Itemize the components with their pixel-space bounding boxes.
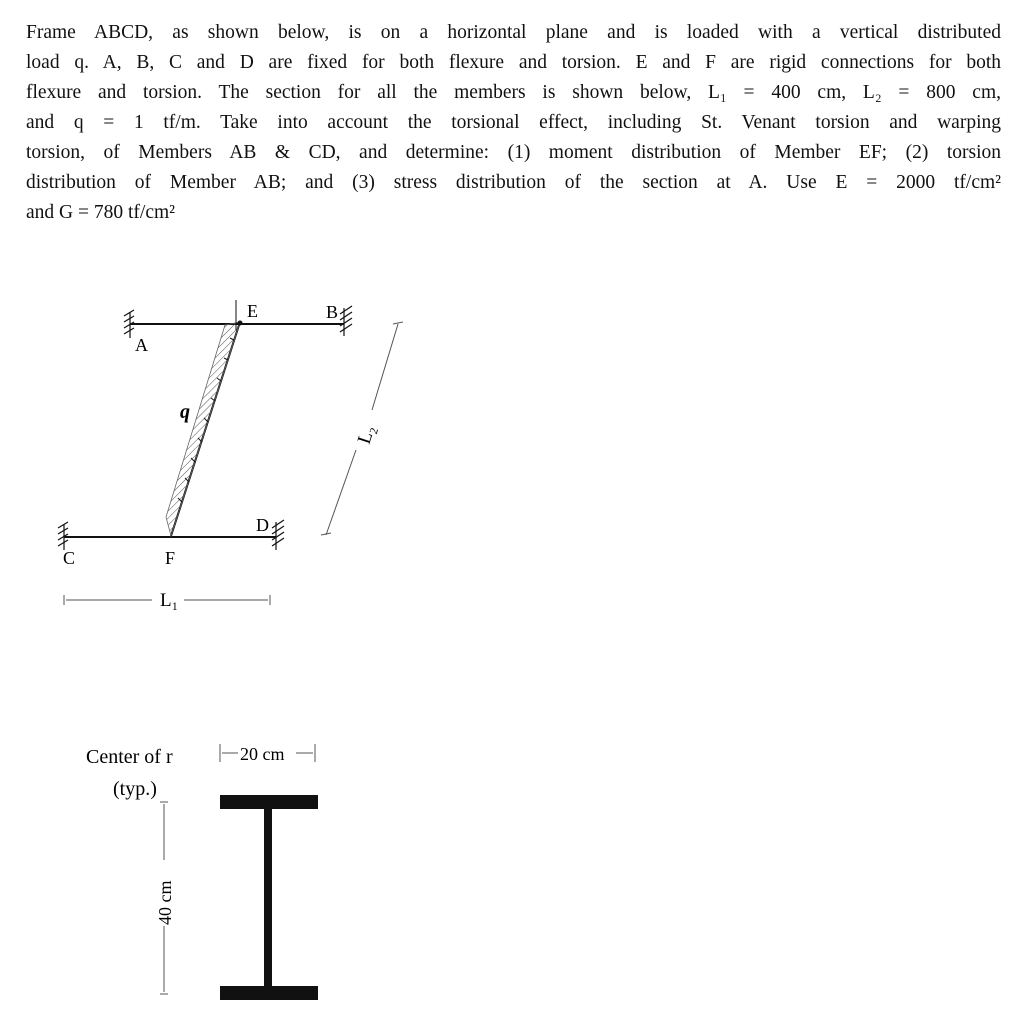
- node-label-d: D: [256, 515, 269, 535]
- node-label-a: A: [135, 335, 148, 355]
- joint-e-dot: [238, 321, 243, 326]
- i-section-top-flange: [220, 795, 318, 809]
- section-typ-label: (typ.): [113, 778, 157, 800]
- i-section-bottom-flange: [220, 986, 318, 1000]
- problem-line: and G = 780 tf/cm²: [26, 202, 175, 223]
- section-center-label: Center of r: [86, 746, 173, 768]
- node-label-f: F: [165, 548, 176, 568]
- node-label-c: C: [63, 548, 76, 568]
- support-d: [272, 520, 284, 550]
- distributed-load-hatch: [166, 322, 240, 536]
- problem-line: load q. A, B, C and D are fixed for both flexure and torsion. E and F are rigid connections for both: [26, 52, 1001, 73]
- problem-line: Frame ABCD, as shown below, is on a horizontal plane and is loaded with a vertical distributed: [26, 22, 1001, 43]
- problem-line: torsion, of Members AB & CD, and determine: (1) moment distribution of Member EF; (2) torsion: [26, 142, 1001, 163]
- dimension-l2-label: L₂: [353, 422, 380, 447]
- load-label: q: [180, 401, 190, 423]
- dimension-l1-label: L₁: [160, 590, 179, 611]
- node-label-e: E: [247, 301, 258, 321]
- node-label-b: B: [326, 302, 339, 322]
- section-width-label: 20 cm: [240, 744, 285, 764]
- i-section-web: [264, 808, 272, 988]
- section-height-label: 40 cm: [155, 880, 175, 925]
- problem-line: distribution of Member AB; and (3) stress distribution of the section at A. Use E = 2000 tf/cm²: [26, 172, 1001, 193]
- support-b: [340, 306, 352, 336]
- problem-line: flexure and torsion. The section for all the members is shown below, L₁ = 400 cm, L₂ = 800 cm,: [26, 82, 1001, 103]
- problem-line: and q = 1 tf/m. Take into account the torsional effect, including St. Venant torsion and warping: [26, 112, 1001, 133]
